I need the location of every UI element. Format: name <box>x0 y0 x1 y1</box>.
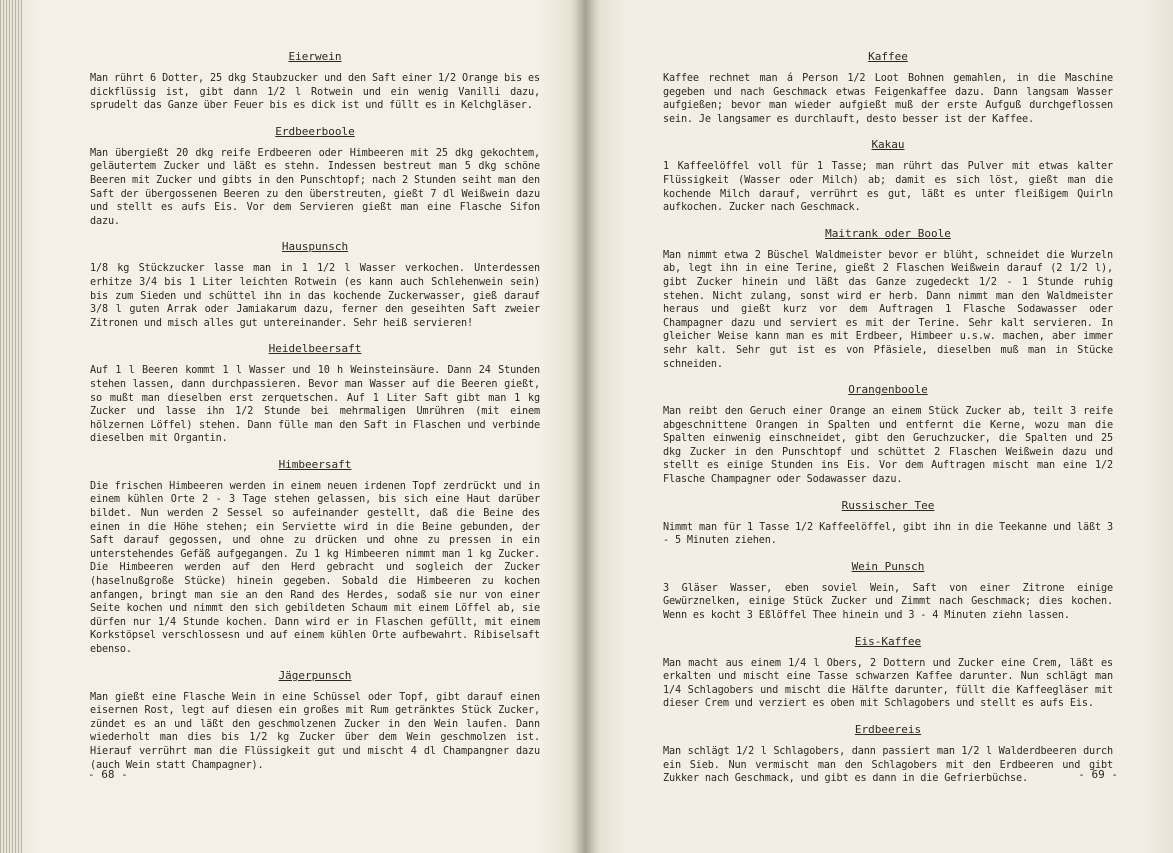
recipe-text-hauspunsch: 1/8 kg Stückzucker lasse man in 1 1/2 l Wasser verkochen. Unterdessen erhitze 3/4 bis 1 Liter leichten Rotwein (es kann auch Schlehenwein sein) bis zum Sieden und schüttel ihn in das kochende Zuckerwasser, gieß darauf 3/8 l guten Arrak oder Jamiakarum dazu, ferner den geseihten Saft zweier Zitronen und misch alles gut untereinander. Sehr heiß servieren! <box>90 263 540 329</box>
recipe-text-jaegerpunsch: Man gießt eine Flasche Wein in eine Schüssel oder Topf, gibt darauf einen eisernen Rost, legt auf diesen ein großes mit Rum getränktes Stück Zucker, zündet es an und läßt den geschmolzenen Zucker in den Wein laufen. Dann wiederholt man dies bis 1/2 kg Zucker über dem Wein geschmolzen ist. Hierauf verrührt man die Flüssigkeit gut und mischt 4 dl Champangner dazu (auch Wein statt Champagner). <box>90 691 540 771</box>
recipe-title-orangenboole: Orangenboole <box>848 383 928 397</box>
recipe-text-erdbeereis: Man schlägt 1/2 l Schlagobers, dann passiert man 1/2 l Walderdbeeren durch ein Sieb. Nun vermischt man den Schlagobers mit den Erdbeeren und gibt Zukker nach Geschmack, und gibt es dann in die Gefrierbüchse. <box>663 746 1113 785</box>
recipe-text-maitrank: Man nimmt etwa 2 Büschel Waldmeister bevor er blüht, schneidet die Wurzeln ab, legt ihn in eine Terine, gießt 2 Flaschen Weißwein darauf (2 1/2 l), gibt Zucker hinein und läßt das Ganze zugedeckt 1/2 - 1 Stunde ruhig stehen. Nicht zulang, sonst wird er herb. Dann nimmt man den Waldmeister heraus und gießt kurz vor dem Auftragen 1 Flasche Sodawasser oder Champagner dazu und serviert es mit der Terine. Sehr kalt servieren. In gleicher Weise kann man es mit Erdbeer, Himbeer u.s.w. machen, aber immer sehr kalt. Sehr gut ist es von Pfäsiele, dieselben muß man in Stücke schneiden. <box>663 249 1113 370</box>
recipe-text-erdbeerboole: Man übergießt 20 dkg reife Erdbeeren oder Himbeeren mit 25 dkg gekochtem, geläutertem Zucker und läßt es stehn. Indessen bestreut man 5 dkg schöne Beeren mit Zucker und gibts in den Punschtopf; nach 2 Stunden seiht man den Saft der übergossenen Beeren zu den überstreuten, gießt 7 dl Weißwein dazu und stellt es aufs Eis. Vor dem Servieren gießt man eine Flasche Sifon dazu. <box>90 147 540 227</box>
recipe-title-erdbeereis: Erdbeereis <box>854 723 922 736</box>
recipe-title-eierwein: Eierwein <box>288 50 342 63</box>
page-number-right: - 69 - <box>1078 768 1118 781</box>
recipe-text-kakau: 1 Kaffeelöffel voll für 1 Tasse; man rührt das Pulver mit etwas kalter Flüssigkeit (Wasser oder Milch) ab; damit es sich löst, gießt man die kochende Milch darauf, verrührt es gut, läßt es unter fleißigem Quirln aufkochen. Zucker nach Geschmack. <box>663 161 1113 214</box>
recipe-title-wein-punsch: Wein Punsch <box>851 559 925 573</box>
page-number-left: - 68 - <box>88 768 128 781</box>
recipe-title-erdbeerboole: Erdbeerboole <box>275 124 355 138</box>
recipe-text-eierwein: Man rührt 6 Dotter, 25 dkg Staubzucker und den Saft einer 1/2 Orange bis es dickflüssig ist, gibt dann 1/2 l Rotwein und ein wenig Vanilli dazu, sprudelt das Ganze über Feuer bis es dick ist und füllt es in Kelchgläser. <box>90 73 540 112</box>
left-page <box>0 0 585 853</box>
recipe-title-russischer-tee: Russischer Tee <box>841 498 935 512</box>
right-page <box>585 0 1173 853</box>
recipe-title-eis-kaffee: Eis-Kaffee <box>854 634 922 648</box>
recipe-text-heidelbeersaft: Auf 1 l Beeren kommt 1 l Wasser und 10 h Weinsteinsäure. Dann 24 Stunden stehen lassen, dann durchpassieren. Bevor man Wasser auf die Beeren gießt, so mußt man dieselben erst zerquetschen. Auf 1 Liter Saft gibt man 1 kg Zucker und lasse ihn 1/2 Stunde bei mehrmaligen Umrühren (mit einem hölzernen Löffel) stehen. Dann fülle man den Saft in Flaschen und verbinde dieselben mit Organtin. <box>90 365 540 445</box>
recipe-title-maitrank: Maitrank oder Boole <box>825 226 951 240</box>
recipe-text-wein-punsch: 3 Gläser Wasser, eben soviel Wein, Saft von einer Zitrone einige Gewürznelken, einige Stück Zucker und Zimmt nach Geschmack; dies kochen. Wenn es kocht 3 Eßlöffel Thee hinein und 3 - 4 Minuten ziehn lassen. <box>663 582 1113 622</box>
recipe-text-russischer-tee: Nimmt man für 1 Tasse 1/2 Kaffeelöffel, gibt ihn in die Teekanne und läßt 3 - 5 Minuten ziehen. <box>663 521 1113 547</box>
recipe-title-himbeersaft: Himbeersaft <box>278 457 352 471</box>
recipe-title-kaffee: Kaffee <box>868 50 908 63</box>
recipe-text-himbeersaft: Die frischen Himbeeren werden in einem neuen irdenen Topf zerdrückt und in einem kühlen Orte 2 - 3 Tage stehen gelassen, bis sich eine Haut darüber bildet. Nun werden 2 Sessel so aufeinander gestellt, daß die Beine des einen in die Höhe stehen; ein Serviette wird in die Beine gebunden, der Saft darauf gegossen, und ohne zu drücken und ohne zu pressen in ein unterstehendes Gefäß aufgegangen. Zu 1 kg Himbeeren nimmt man 1 kg Zucker. Die Himbeeren werden auf den Herd gebracht und sogleich der Zucker (haselnußgroße Stücke) hinein gegeben. Sobald die Himbeeren zu kochen anfangen, bringt man sie an den Rand des Herdes, sodaß sie nur von einer Seite kochen und nimmt den sich gebildeten Schaum mit einem Löffel ab, sie dürfen nur 1/4 Stunde kochen. Dann wird er in Flaschen gefüllt, mit einem Korkstöpsel verschlossesn und auf einem kühlen Orte aufbewahrt. Ribiselsaft ebenso. <box>90 480 540 655</box>
page-edges <box>0 0 22 853</box>
recipe-text-orangenboole: Man reibt den Geruch einer Orange an einem Stück Zucker ab, teilt 3 reife abgeschnittene Orangen in Spalten und entfernt die Kerne, wozu man die Spalten einwenig einschneidet, gibt den Geruchzucker, die Spalten und 25 dkg Zucker in den Punschtopf und schüttet 2 Flaschen Weißwein dazu und stellt es einige Stunden ins Eis. Vor dem Auftragen mischt man eine 1/2 Flasche Champagner oder Sodawasser dazu. <box>663 406 1113 486</box>
recipe-title-heidelbeersaft: Heidelbeersaft <box>268 342 362 356</box>
recipe-title-hauspunsch: Hauspunsch <box>281 240 349 254</box>
recipe-text-kaffee: Kaffee rechnet man á Person 1/2 Loot Bohnen gemahlen, in die Maschine gegeben und nach Geschmack etwas Feigenkaffee dazu. Dann langsam Wasser aufgießen; bevor man wieder aufgießt muß der erste Aufguß durchgeflossen sein. Je langsamer es durchlauft, desto besser ist der Kaffee. <box>663 73 1113 125</box>
recipe-title-jaegerpunsch: Jägerpunsch <box>278 668 352 682</box>
recipe-title-kakau: Kakau <box>871 138 905 152</box>
recipe-text-eis-kaffee: Man macht aus einem 1/4 l Obers, 2 Dottern und Zucker eine Crem, läßt es erkalten und mischt eine Tasse schwarzen Kaffee darunter. Nun schlägt man 1/4 Schlagobers und mischt die Hälfte darunter, füllt die Kaffeegläser mit dieser Crem und verziert es oben mit Schlagobers und stellt es aufs Eis. <box>663 657 1113 710</box>
